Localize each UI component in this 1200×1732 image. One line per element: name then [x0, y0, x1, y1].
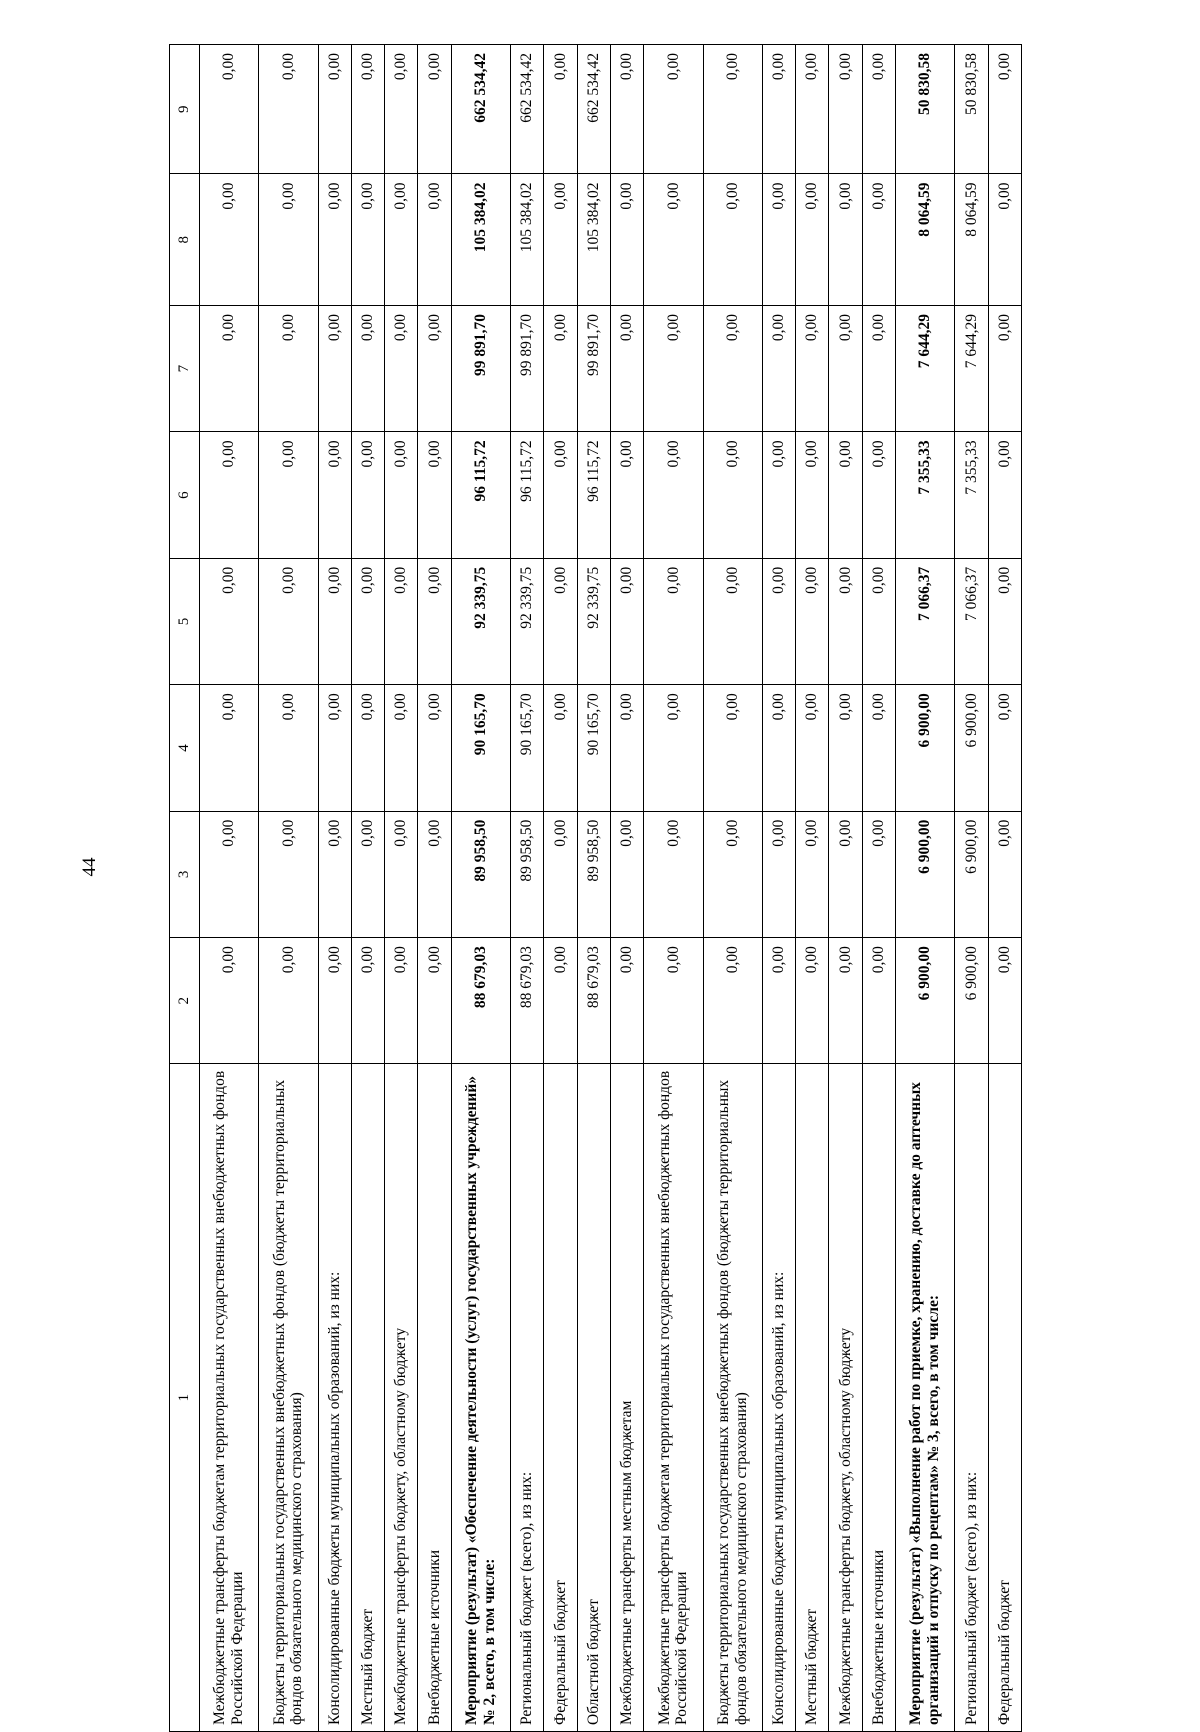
- table-row: [385, 45, 418, 1732]
- value-cell: 105 384,02: [577, 174, 610, 305]
- value-cell: 0,00: [796, 432, 829, 558]
- value-cell: 0,00: [418, 811, 451, 937]
- row-label: Региональный бюджет (всего), из них:: [511, 1064, 544, 1732]
- table-row: [577, 45, 610, 1732]
- value-cell: 0,00: [544, 174, 577, 305]
- value-cell: 0,00: [385, 174, 418, 305]
- value-cell: 0,00: [862, 432, 895, 558]
- value-cell: 0,00: [610, 432, 643, 558]
- table-row: [988, 45, 1021, 1732]
- table-row: [610, 45, 643, 1732]
- value-cell: 0,00: [385, 558, 418, 684]
- value-cell: 0,00: [351, 305, 384, 431]
- value-cell: 7 355,33: [955, 432, 988, 558]
- value-cell: 0,00: [200, 685, 259, 811]
- value-cell: 0,00: [351, 432, 384, 558]
- value-cell: 0,00: [703, 305, 762, 431]
- row-label: Консолидированные бюджеты муниципальных образований, из них:: [762, 1064, 795, 1732]
- value-cell: 96 115,72: [451, 432, 510, 558]
- column-header: 9: [170, 45, 200, 174]
- value-cell: 0,00: [829, 305, 862, 431]
- table-row: [451, 45, 510, 1732]
- value-cell: 0,00: [703, 938, 762, 1064]
- row-label: Внебюджетные источники: [862, 1064, 895, 1732]
- value-cell: 0,00: [544, 432, 577, 558]
- budget-table-container: [169, 44, 1022, 1732]
- column-header: 1: [170, 1064, 200, 1732]
- value-cell: 0,00: [318, 45, 351, 174]
- value-cell: 0,00: [351, 558, 384, 684]
- value-cell: 0,00: [385, 45, 418, 174]
- value-cell: 0,00: [200, 432, 259, 558]
- value-cell: 0,00: [544, 558, 577, 684]
- value-cell: 0,00: [318, 811, 351, 937]
- row-label: Межбюджетные трансферты бюджету, областному бюджету: [829, 1064, 862, 1732]
- value-cell: 0,00: [829, 432, 862, 558]
- value-cell: 0,00: [644, 685, 703, 811]
- column-header: 2: [170, 938, 200, 1064]
- value-cell: 0,00: [200, 811, 259, 937]
- value-cell: 0,00: [796, 305, 829, 431]
- value-cell: 0,00: [610, 174, 643, 305]
- value-cell: 92 339,75: [577, 558, 610, 684]
- value-cell: 0,00: [418, 432, 451, 558]
- value-cell: 0,00: [351, 174, 384, 305]
- value-cell: 0,00: [703, 432, 762, 558]
- value-cell: 0,00: [644, 558, 703, 684]
- table-row: [418, 45, 451, 1732]
- row-label: Бюджеты территориальных государственных внебюджетных фондов (бюджеты территориальных фондов обязательного медицинского страхования): [703, 1064, 762, 1732]
- value-cell: 88 679,03: [451, 938, 510, 1064]
- row-label: Федеральный бюджет: [988, 1064, 1021, 1732]
- value-cell: 662 534,42: [511, 45, 544, 174]
- value-cell: 0,00: [351, 938, 384, 1064]
- value-cell: 0,00: [259, 938, 318, 1064]
- value-cell: 92 339,75: [511, 558, 544, 684]
- row-label: Мероприятие (результат) «Обеспечение деятельности (услуг) государственных учреждений» № 2, всего, в том числе:: [451, 1064, 510, 1732]
- value-cell: 105 384,02: [451, 174, 510, 305]
- value-cell: 0,00: [862, 558, 895, 684]
- value-cell: 99 891,70: [511, 305, 544, 431]
- value-cell: 0,00: [988, 174, 1021, 305]
- row-label: Местный бюджет: [796, 1064, 829, 1732]
- value-cell: 0,00: [796, 558, 829, 684]
- value-cell: 0,00: [418, 305, 451, 431]
- value-cell: 0,00: [796, 811, 829, 937]
- value-cell: 7 644,29: [955, 305, 988, 431]
- value-cell: 6 900,00: [955, 685, 988, 811]
- row-label: Федеральный бюджет: [544, 1064, 577, 1732]
- value-cell: 0,00: [829, 938, 862, 1064]
- column-header: 4: [170, 685, 200, 811]
- table-row: [829, 45, 862, 1732]
- value-cell: 0,00: [988, 811, 1021, 937]
- value-cell: 105 384,02: [511, 174, 544, 305]
- table-row: [511, 45, 544, 1732]
- value-cell: 50 830,58: [955, 45, 988, 174]
- column-header: 7: [170, 305, 200, 431]
- value-cell: 0,00: [862, 938, 895, 1064]
- value-cell: 0,00: [762, 432, 795, 558]
- row-label: Межбюджетные трансферты местным бюджетам: [610, 1064, 643, 1732]
- value-cell: 0,00: [644, 938, 703, 1064]
- value-cell: 0,00: [762, 305, 795, 431]
- value-cell: 0,00: [351, 811, 384, 937]
- value-cell: 89 958,50: [451, 811, 510, 937]
- table-row: [544, 45, 577, 1732]
- value-cell: 0,00: [259, 558, 318, 684]
- row-label: Внебюджетные источники: [418, 1064, 451, 1732]
- value-cell: 0,00: [762, 558, 795, 684]
- value-cell: 0,00: [762, 685, 795, 811]
- value-cell: 662 534,42: [577, 45, 610, 174]
- value-cell: 0,00: [200, 45, 259, 174]
- value-cell: 0,00: [610, 45, 643, 174]
- value-cell: 0,00: [610, 938, 643, 1064]
- value-cell: 0,00: [796, 45, 829, 174]
- value-cell: 7 066,37: [955, 558, 988, 684]
- value-cell: 90 165,70: [451, 685, 510, 811]
- value-cell: 0,00: [259, 811, 318, 937]
- value-cell: 0,00: [862, 45, 895, 174]
- value-cell: 6 900,00: [896, 685, 955, 811]
- table-row: [703, 45, 762, 1732]
- value-cell: 0,00: [829, 174, 862, 305]
- table-row: [351, 45, 384, 1732]
- column-header: 3: [170, 811, 200, 937]
- value-cell: 0,00: [988, 305, 1021, 431]
- row-label: Межбюджетные трансферты бюджетам территориальных государственных внебюджетных фондов Российской Федерации: [644, 1064, 703, 1732]
- value-cell: 0,00: [318, 174, 351, 305]
- value-cell: 0,00: [385, 938, 418, 1064]
- value-cell: 0,00: [544, 45, 577, 174]
- value-cell: 0,00: [259, 174, 318, 305]
- value-cell: 0,00: [259, 685, 318, 811]
- table-row: [896, 45, 955, 1732]
- row-label: Межбюджетные трансферты бюджету, областному бюджету: [385, 1064, 418, 1732]
- value-cell: 662 534,42: [451, 45, 510, 174]
- value-cell: 0,00: [418, 45, 451, 174]
- value-cell: 0,00: [644, 811, 703, 937]
- value-cell: 0,00: [762, 811, 795, 937]
- value-cell: 90 165,70: [577, 685, 610, 811]
- column-header: 5: [170, 558, 200, 684]
- value-cell: 8 064,59: [896, 174, 955, 305]
- value-cell: 0,00: [829, 45, 862, 174]
- value-cell: 0,00: [988, 685, 1021, 811]
- value-cell: 6 900,00: [955, 811, 988, 937]
- value-cell: 0,00: [418, 938, 451, 1064]
- value-cell: 88 679,03: [577, 938, 610, 1064]
- value-cell: 0,00: [610, 558, 643, 684]
- table-row: [259, 45, 318, 1732]
- value-cell: 0,00: [610, 685, 643, 811]
- value-cell: 89 958,50: [511, 811, 544, 937]
- value-cell: 50 830,58: [896, 45, 955, 174]
- value-cell: 0,00: [610, 305, 643, 431]
- value-cell: 0,00: [862, 811, 895, 937]
- value-cell: 99 891,70: [577, 305, 610, 431]
- value-cell: 0,00: [351, 45, 384, 174]
- value-cell: 0,00: [318, 685, 351, 811]
- value-cell: 96 115,72: [511, 432, 544, 558]
- value-cell: 0,00: [200, 558, 259, 684]
- row-label: Мероприятие (результат) «Выполнение работ по приемке, хранению, доставке до аптечных организаций и отпуску по рецептам» № 3, всего, в том числе:: [896, 1064, 955, 1732]
- value-cell: 0,00: [318, 432, 351, 558]
- value-cell: 0,00: [644, 305, 703, 431]
- value-cell: 88 679,03: [511, 938, 544, 1064]
- value-cell: 0,00: [988, 938, 1021, 1064]
- row-label: Областной бюджет: [577, 1064, 610, 1732]
- value-cell: 0,00: [862, 305, 895, 431]
- value-cell: 0,00: [385, 432, 418, 558]
- value-cell: 0,00: [829, 811, 862, 937]
- table-row: [762, 45, 795, 1732]
- value-cell: 0,00: [796, 938, 829, 1064]
- value-cell: 89 958,50: [577, 811, 610, 937]
- value-cell: 0,00: [385, 305, 418, 431]
- value-cell: 7 066,37: [896, 558, 955, 684]
- table-row: [862, 45, 895, 1732]
- value-cell: 0,00: [644, 45, 703, 174]
- value-cell: 0,00: [610, 811, 643, 937]
- value-cell: 0,00: [988, 45, 1021, 174]
- value-cell: 0,00: [544, 305, 577, 431]
- value-cell: 0,00: [829, 685, 862, 811]
- value-cell: 0,00: [988, 432, 1021, 558]
- table-row: [644, 45, 703, 1732]
- value-cell: 0,00: [200, 305, 259, 431]
- value-cell: 7 644,29: [896, 305, 955, 431]
- value-cell: 0,00: [385, 811, 418, 937]
- value-cell: 0,00: [703, 174, 762, 305]
- value-cell: 0,00: [703, 558, 762, 684]
- value-cell: 0,00: [418, 174, 451, 305]
- value-cell: 0,00: [862, 174, 895, 305]
- value-cell: 0,00: [796, 685, 829, 811]
- row-label: Региональный бюджет (всего), из них:: [955, 1064, 988, 1732]
- row-label: Межбюджетные трансферты бюджетам территориальных государственных внебюджетных фондов Российской Федерации: [200, 1064, 259, 1732]
- table-row: [200, 45, 259, 1732]
- value-cell: 0,00: [259, 305, 318, 431]
- value-cell: 0,00: [259, 432, 318, 558]
- value-cell: 0,00: [703, 45, 762, 174]
- value-cell: 0,00: [200, 938, 259, 1064]
- value-cell: 0,00: [544, 938, 577, 1064]
- row-label: Консолидированные бюджеты муниципальных образований, из них:: [318, 1064, 351, 1732]
- budget-table: [169, 44, 1022, 1732]
- value-cell: 92 339,75: [451, 558, 510, 684]
- value-cell: 0,00: [703, 685, 762, 811]
- value-cell: 0,00: [703, 811, 762, 937]
- value-cell: 0,00: [762, 45, 795, 174]
- header-row: [170, 45, 200, 1732]
- value-cell: 0,00: [762, 938, 795, 1064]
- value-cell: 0,00: [644, 432, 703, 558]
- value-cell: 0,00: [762, 174, 795, 305]
- row-label: Местный бюджет: [351, 1064, 384, 1732]
- value-cell: 8 064,59: [955, 174, 988, 305]
- value-cell: 6 900,00: [896, 938, 955, 1064]
- table-row: [318, 45, 351, 1732]
- value-cell: 90 165,70: [511, 685, 544, 811]
- table-row: [955, 45, 988, 1732]
- value-cell: 0,00: [829, 558, 862, 684]
- column-header: 6: [170, 432, 200, 558]
- value-cell: 0,00: [988, 558, 1021, 684]
- value-cell: 0,00: [544, 685, 577, 811]
- value-cell: 0,00: [318, 305, 351, 431]
- value-cell: 6 900,00: [896, 811, 955, 937]
- row-label: Бюджеты территориальных государственных внебюджетных фондов (бюджеты территориальных фондов обязательного медицинского страхования): [259, 1064, 318, 1732]
- value-cell: 6 900,00: [955, 938, 988, 1064]
- column-header: 8: [170, 174, 200, 305]
- value-cell: 96 115,72: [577, 432, 610, 558]
- value-cell: 0,00: [862, 685, 895, 811]
- value-cell: 0,00: [318, 558, 351, 684]
- value-cell: 0,00: [318, 938, 351, 1064]
- value-cell: 0,00: [385, 685, 418, 811]
- value-cell: 7 355,33: [896, 432, 955, 558]
- value-cell: 0,00: [200, 174, 259, 305]
- value-cell: 0,00: [544, 811, 577, 937]
- value-cell: 0,00: [644, 174, 703, 305]
- value-cell: 99 891,70: [451, 305, 510, 431]
- value-cell: 0,00: [259, 45, 318, 174]
- table-row: [796, 45, 829, 1732]
- value-cell: 0,00: [351, 685, 384, 811]
- value-cell: 0,00: [418, 558, 451, 684]
- page-number: 44: [79, 857, 100, 877]
- table-body: [170, 45, 1022, 1732]
- value-cell: 0,00: [796, 174, 829, 305]
- value-cell: 0,00: [418, 685, 451, 811]
